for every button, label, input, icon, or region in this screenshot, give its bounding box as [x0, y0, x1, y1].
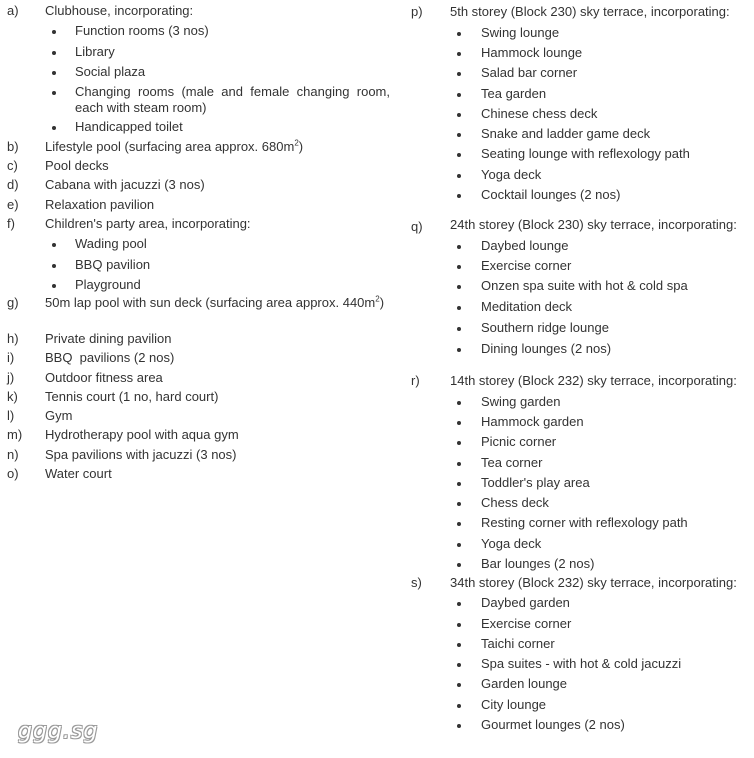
bullet-icon	[457, 421, 461, 425]
item-letter: e)	[7, 197, 19, 212]
item-text: Pool decks	[45, 158, 109, 173]
item-letter: h)	[7, 331, 19, 346]
item-letter: k)	[7, 389, 18, 404]
bullet-icon	[457, 93, 461, 97]
item-text: Private dining pavilion	[45, 331, 172, 346]
bullet-icon	[52, 91, 56, 95]
bullet-icon	[457, 643, 461, 647]
bullet-icon	[52, 284, 56, 288]
bullet-icon	[457, 563, 461, 567]
bullet-icon	[457, 285, 461, 289]
bullet-icon	[457, 153, 461, 157]
item-text: 14th storey (Block 232) sky terrace, incorporating:	[450, 373, 737, 388]
item-letter: d)	[7, 177, 19, 192]
bullet-icon	[457, 52, 461, 56]
watermark: ggg.sg	[18, 719, 99, 744]
item-letter: s)	[411, 575, 422, 590]
bullet-icon	[457, 348, 461, 352]
item-text: 50m lap pool with sun deck (surfacing area approx. $440m^2$)	[45, 294, 385, 310]
bullet-icon	[52, 264, 56, 268]
item-text: Clubhouse, incorporating:	[45, 3, 194, 18]
item-letter: n)	[7, 447, 19, 462]
bullet-icon	[457, 623, 461, 627]
item-text: Spa pavilions with jacuzzi (3 nos)	[45, 447, 237, 462]
bullet-icon	[457, 245, 461, 249]
item-letter: i)	[7, 350, 15, 365]
item-text: Relaxation pavilion	[45, 197, 155, 212]
bullet-icon	[457, 72, 461, 76]
bullet-icon	[457, 174, 461, 178]
item-letter: p)	[411, 4, 423, 19]
item-text: BBQ pavilions (2 nos)	[45, 350, 175, 365]
item-letter: m)	[7, 427, 23, 442]
item-text: Gym	[45, 408, 73, 423]
item-text: Outdoor fitness area	[45, 370, 163, 385]
bullet-icon	[457, 306, 461, 310]
item-letter: b)	[7, 139, 19, 154]
item-text: Children's party area, incorporating:	[45, 216, 251, 231]
bullet-icon	[457, 724, 461, 728]
item-letter: f)	[7, 216, 15, 231]
item-letter: g)	[7, 295, 19, 310]
bullet-icon	[457, 602, 461, 606]
item-text: 24th storey (Block 230) sky terrace, incorporating:	[450, 217, 737, 232]
bullet-icon	[457, 113, 461, 117]
bullet-icon	[457, 663, 461, 667]
bullet-icon	[52, 71, 56, 75]
bullet-icon	[52, 126, 56, 130]
item-letter: o)	[7, 466, 19, 481]
bullet-icon	[457, 683, 461, 687]
item-letter: r)	[411, 373, 420, 388]
item-text: 5th storey (Block 230) sky terrace, incorporating:	[450, 4, 730, 19]
bullet-icon	[457, 522, 461, 526]
item-text: Water court	[45, 466, 112, 481]
bullet-icon	[457, 441, 461, 445]
bullet-icon	[457, 704, 461, 708]
bullet-icon	[457, 194, 461, 198]
bullet-icon	[457, 133, 461, 137]
bullet-icon	[457, 543, 461, 547]
item-text: Lifestyle pool (surfacing area approx. $680m^2$)	[45, 138, 304, 154]
item-text: Tennis court (1 no, hard court)	[45, 389, 219, 404]
item-letter: a)	[7, 3, 19, 18]
item-text: Cabana with jacuzzi (3 nos)	[45, 177, 205, 192]
item-letter: j)	[7, 370, 15, 385]
item-text: Hydrotherapy pool with aqua gym	[45, 427, 239, 442]
item-letter: l)	[7, 408, 15, 423]
bullet-icon	[457, 462, 461, 466]
bullet-icon	[457, 482, 461, 486]
bullet-icon	[457, 265, 461, 269]
bullet-icon	[52, 51, 56, 55]
item-letter: c)	[7, 158, 18, 173]
bullet-icon	[457, 327, 461, 331]
item-text: 34th storey (Block 232) sky terrace, incorporating:	[450, 575, 737, 590]
bullet-icon	[457, 401, 461, 405]
item-letter: q)	[411, 219, 423, 234]
bullet-icon	[457, 502, 461, 506]
bullet-icon	[457, 32, 461, 36]
bullet-icon	[52, 30, 56, 34]
bullet-icon	[52, 243, 56, 247]
